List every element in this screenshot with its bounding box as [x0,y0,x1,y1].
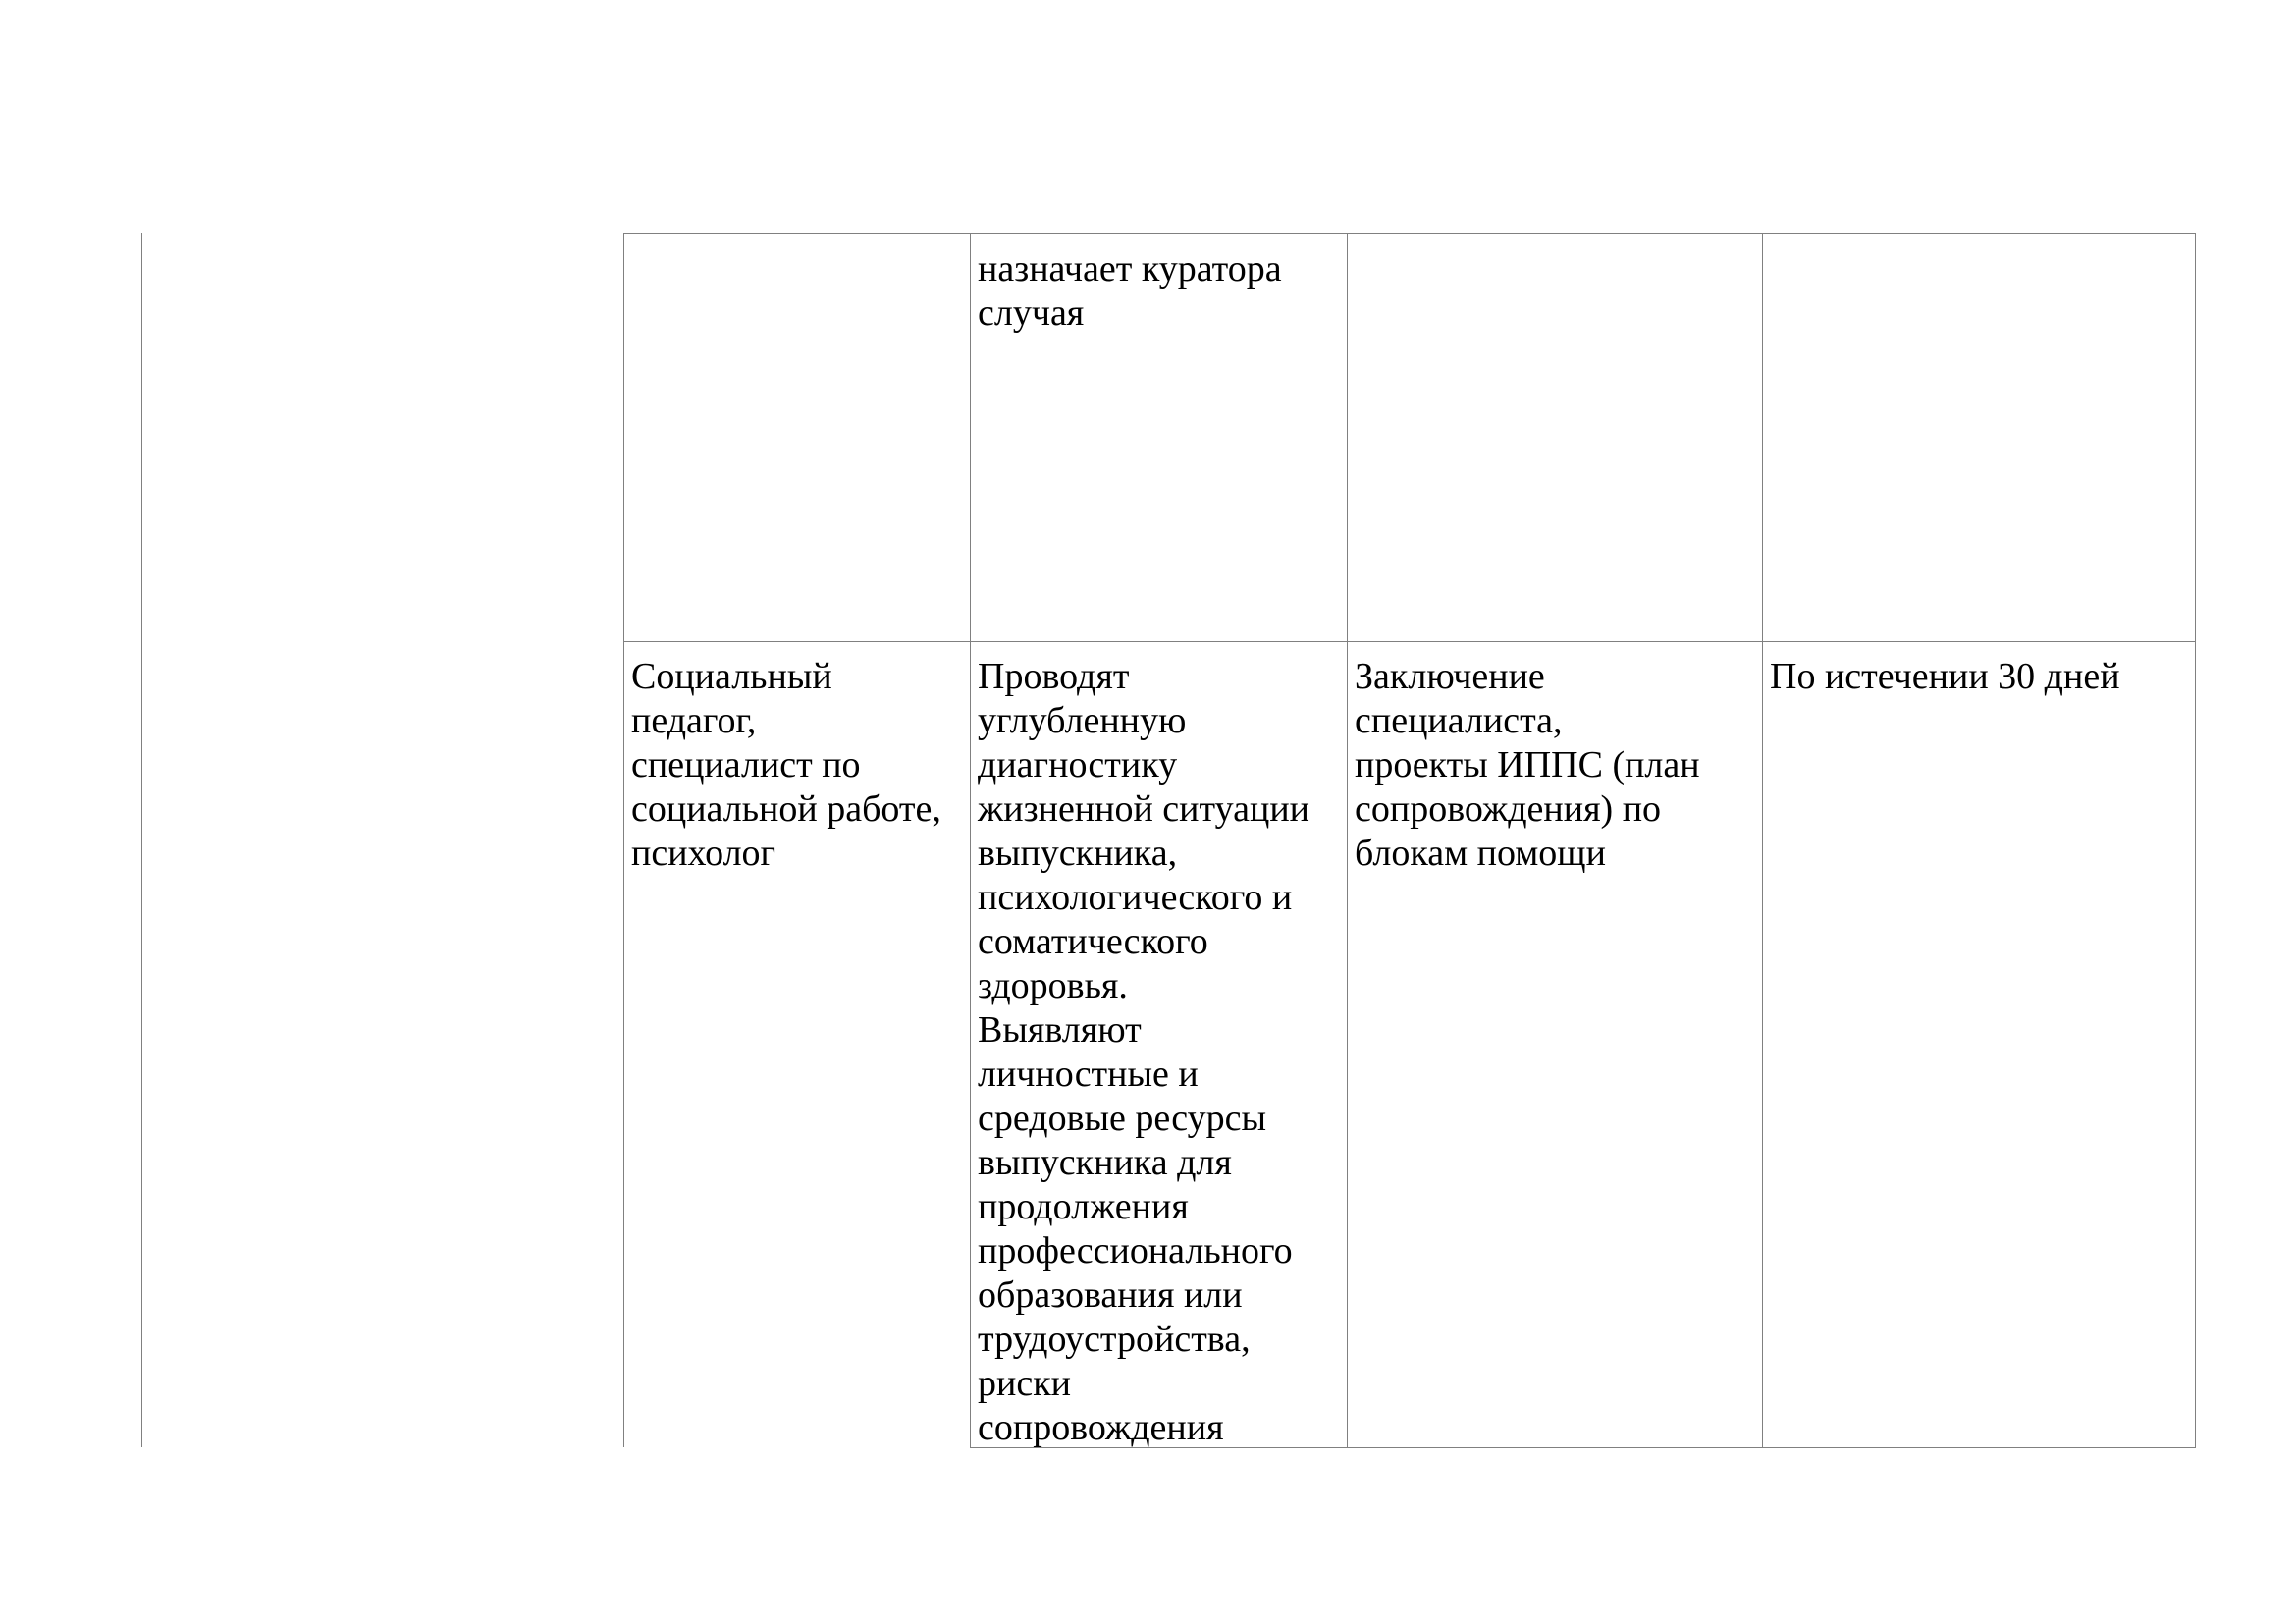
table-cell-row2-deadline: По истечении 30 дней [1770,656,2120,697]
table-left-border [141,233,142,1447]
table-column-border [623,233,624,1447]
table-column-border [1347,233,1348,1447]
table-row-border [623,641,2196,642]
table-cell-row2-result: Заключение специалиста, проекты ИППС (план сопровождения) по блокам помощи [1355,656,1700,874]
table-cell-row2-responsible: Социальный педагог, специалист по социальной работе, психолог [631,656,941,874]
table-column-border [1762,233,1763,1447]
table-column-border [970,233,971,1447]
table-cell-row2-action: Проводят углубленную диагностику жизненной ситуации выпускника, психологического и соматического здоровья. Выявляют личностные и средовые ресурсы выпускника для продолжения профессионального образования или трудоустройства, риски сопровождения [978,656,1309,1448]
table-right-border [2195,233,2196,1447]
table-top-border [623,233,2196,234]
table-cell-row1-action: назначает куратора случая [978,248,1282,334]
